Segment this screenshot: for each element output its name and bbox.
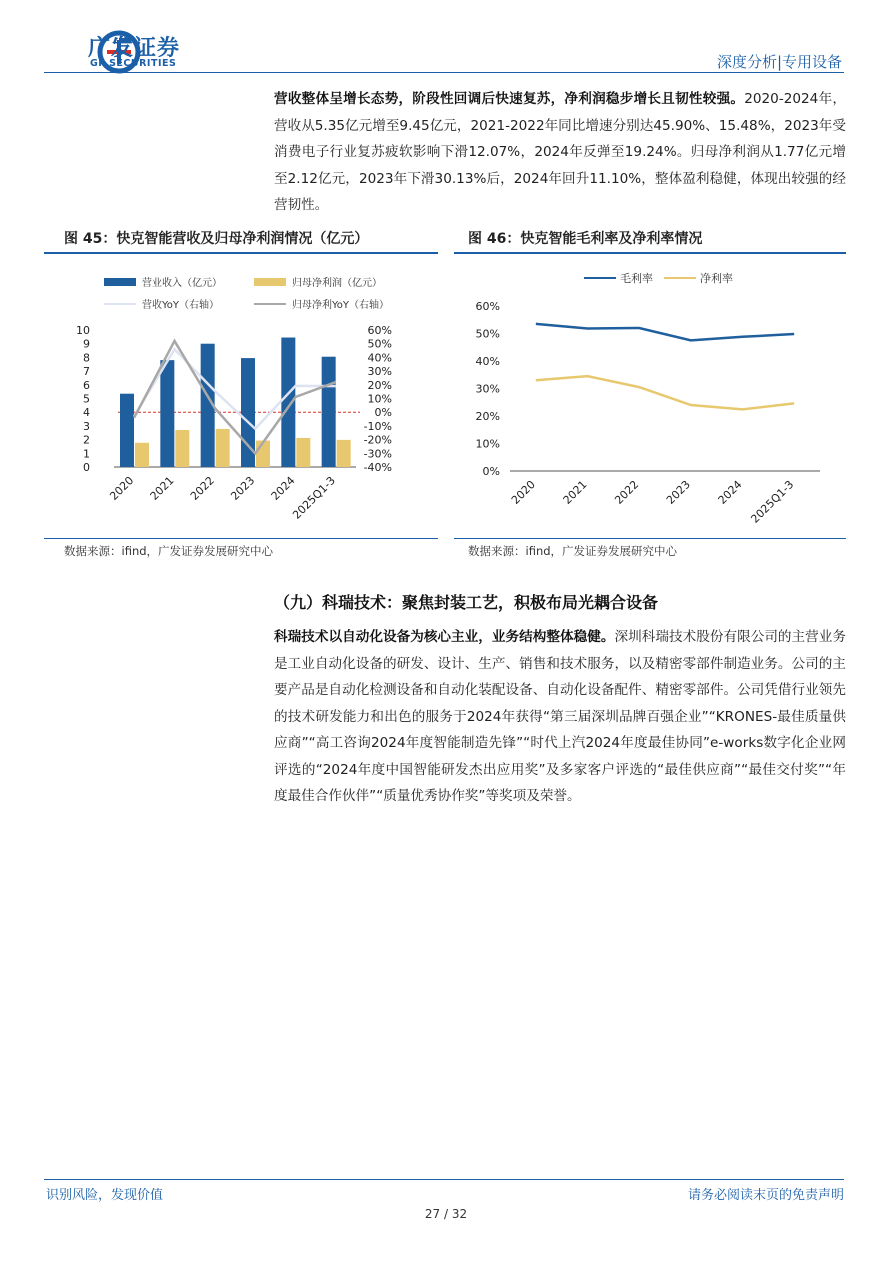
y-tick-label: 10% [475, 437, 500, 451]
y2-tick-label: 10% [367, 392, 392, 406]
x-tick-label: 2020 [107, 473, 137, 503]
y2-tick-label: -10% [363, 419, 392, 433]
legend-label-0: 营业收入（亿元） [142, 278, 222, 289]
margin-chart [454, 262, 846, 536]
y2-tick-label: -40% [363, 461, 392, 474]
y2-tick-label: 60% [367, 324, 392, 337]
y-tick-label: 20% [475, 410, 500, 423]
line-net-margin [536, 376, 794, 409]
legend-swatch-0 [104, 278, 136, 286]
legend-label-1: 净利率 [700, 272, 733, 285]
y2-tick-label: -20% [363, 433, 392, 447]
y-tick-label: 3 [83, 419, 90, 433]
header-divider [44, 72, 844, 73]
y-tick-label: 5 [83, 392, 90, 406]
x-tick-label: 2024 [268, 473, 298, 503]
x-tick-label: 2021 [560, 477, 590, 507]
x-tick-label: 2020 [508, 477, 538, 507]
x-tick-label: 2023 [663, 477, 693, 507]
intro-lead: 营收整体呈增长态势，阶段性回调后快速复苏，净利润稳步增长且韧性较强。 [274, 91, 745, 107]
figure-46-bottom-rule [454, 538, 846, 539]
y-tick-label: 40% [475, 355, 500, 368]
figure-45-rule [44, 252, 438, 254]
y-tick-label: 2 [83, 433, 90, 447]
y-tick-label: 1 [83, 447, 90, 461]
x-tick-label: 2021 [147, 473, 177, 503]
report-category: 深度分析|专用设备 [716, 53, 842, 71]
y-tick-label: 0 [83, 461, 90, 474]
y-tick-label: 60% [475, 300, 500, 313]
y-tick-label: 7 [83, 365, 90, 379]
y2-tick-label: 30% [367, 365, 392, 379]
y-tick-label: 0% [482, 465, 500, 478]
page-number: 27 / 32 [424, 1207, 468, 1221]
bar-profit [337, 440, 351, 467]
x-tick-label: 2025Q1-3 [290, 473, 338, 522]
section-paragraph [274, 624, 846, 810]
x-tick-label: 2022 [612, 477, 642, 507]
bar-revenue [322, 357, 336, 467]
logo-text-cn: 广发证券 [88, 36, 181, 61]
bar-revenue [160, 360, 174, 467]
footer-slogan: 识别风险，发现价值 [46, 1188, 164, 1203]
intro-paragraph [274, 86, 846, 219]
figure-45-bottom-rule [44, 538, 438, 539]
y2-tick-label: 50% [367, 337, 392, 351]
figure-45-title: 图 45：快克智能营收及归母净利润情况（亿元） [64, 231, 369, 247]
y2-tick-label: 40% [367, 351, 392, 365]
section-lead: 科瑞技术以自动化设备为核心主业，业务结构整体稳健。 [274, 629, 615, 645]
section-title: （九）科瑞技术：聚焦封装工艺，积极布局光耦合设备 [274, 593, 659, 612]
y-tick-label: 8 [83, 351, 90, 365]
legend-label-1: 归母净利润（亿元） [292, 278, 382, 289]
legend-swatch-1 [254, 278, 286, 286]
figure-46-rule [454, 252, 846, 254]
y-tick-label: 9 [83, 337, 90, 351]
intro-body: 2020-2024年，营收从5.35亿元增至9.45亿元，2021-2022年同比增速分别达45.90%、15.48%，2023年受消费电子行业复苏疲软影响下滑12.07%，2024年反弹至19.24%。归母净利润从1.77亿元增至2.12亿元，2023年下滑30.13%后，2024年回升11.10%，整体盈利稳健，体现出较强的经营韧性。 [274, 91, 846, 213]
y-tick-label: 4 [83, 406, 90, 420]
footer-disclaimer: 请务必阅读末页的免责声明 [687, 1188, 844, 1203]
y-tick-label: 10 [76, 324, 90, 337]
y-tick-label: 50% [475, 327, 500, 341]
section-body: 深圳科瑞技术股份有限公司的主营业务是工业自动化设备的研发、设计、生产、销售和技术服务，以及精密零部件制造业务。公司的主要产品是自动化检测设备和自动化装配设备、自动化设备配件、精密零部件。公司凭借行业领先的技术研发能力和出色的服务于2024年获得“第三届深圳品牌百强企业”“KRONES-最佳质量供应商”“高工咨询2024年度智能制造先锋”“时代上汽2024年度最佳协同”e-works数字化企业网评选的“2024年度中国智能研发杰出应用奖”及多家客户评选的“最佳供应商”“最佳交付奖”“年度最佳合作伙伴”“质量优秀协作奖”等奖项及荣誉。 [274, 629, 847, 804]
x-tick-label: 2025Q1-3 [748, 477, 797, 526]
y2-tick-label: -30% [363, 447, 392, 461]
y-tick-label: 6 [83, 378, 90, 392]
logo-text-en: GF SECURITIES [90, 58, 177, 69]
line-gross-margin [536, 324, 794, 341]
x-tick-label: 2024 [715, 477, 745, 507]
legend-label-2: 营收YoY（右轴） [142, 300, 220, 311]
revenue-profit-chart [44, 262, 438, 536]
figure-45-source: 数据来源：ifind，广发证券发展研究中心 [64, 544, 274, 558]
x-tick-label: 2023 [228, 473, 258, 503]
x-tick-label: 2022 [187, 473, 217, 503]
y-tick-label: 30% [475, 382, 500, 396]
figure-46-source: 数据来源：ifind，广发证券发展研究中心 [468, 544, 678, 558]
bar-profit [175, 430, 189, 467]
figure-46-title: 图 46：快克智能毛利率及净利率情况 [468, 231, 703, 247]
bar-profit [135, 443, 149, 467]
legend-label-0: 毛利率 [620, 272, 653, 285]
y2-tick-label: 0% [374, 406, 392, 420]
bar-profit [216, 429, 230, 467]
footer-divider [44, 1179, 844, 1180]
bar-revenue [120, 394, 134, 467]
bar-profit [296, 438, 310, 467]
legend-label-3: 归母净利YoY（右轴） [292, 300, 390, 311]
y2-tick-label: 20% [367, 378, 392, 392]
